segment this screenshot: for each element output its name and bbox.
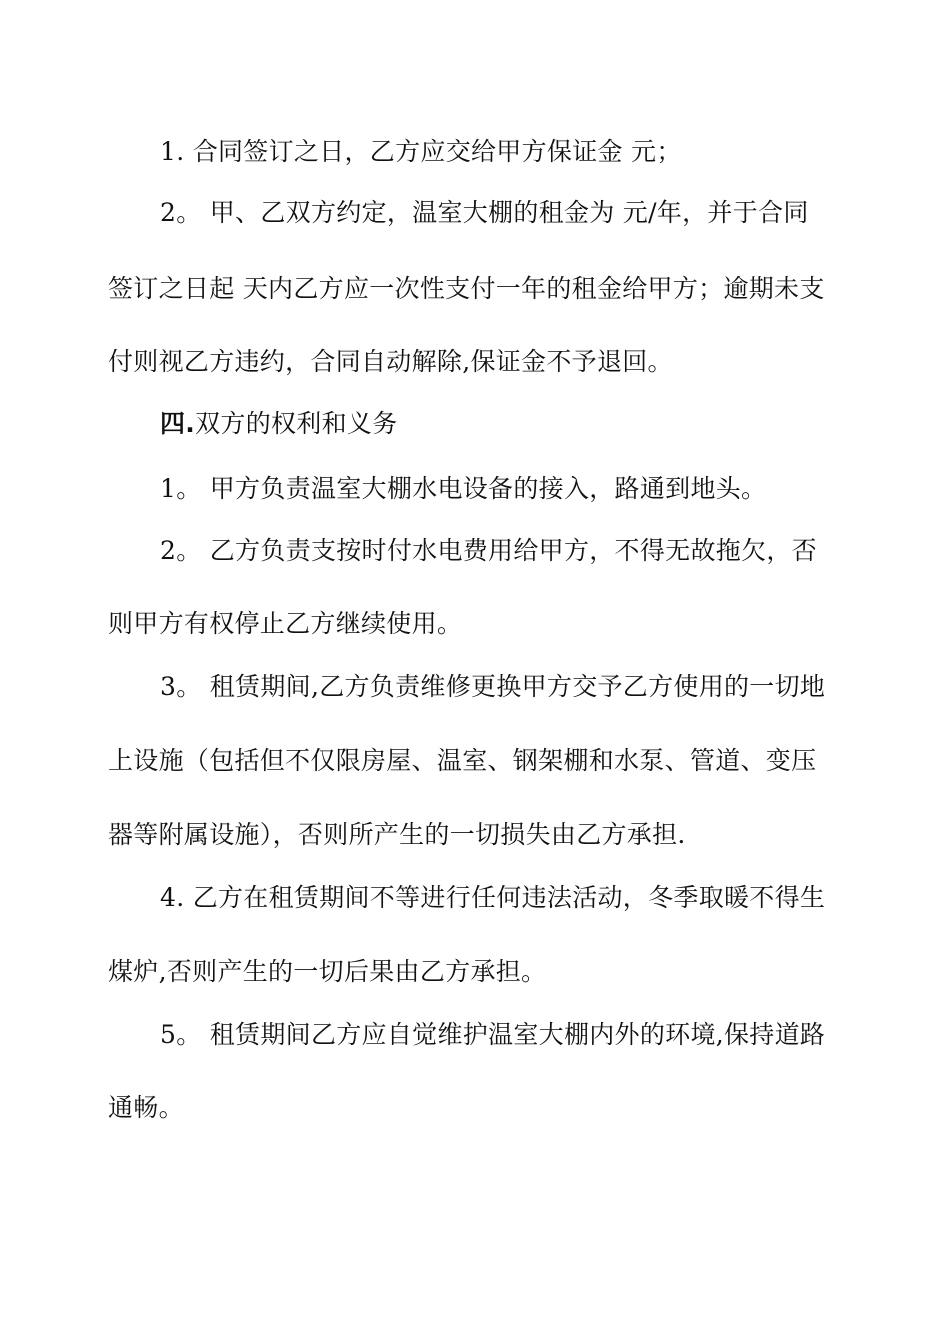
clause-4-3-line-3: 器等附属设施），否则所产生的一切损失由乙方承担. [108,820,686,849]
clause-4-2-line-1: 2。 乙方负责支按时付水电费用给甲方，不得无故拖欠，否 [160,536,817,565]
clause-3-2-line-3: 付则视乙方违约，合同自动解除,保证金不予退回。 [108,347,673,376]
clause-4-2-line-2: 则甲方有权停止乙方继续使用。 [108,609,463,638]
clause-4-4-line-2: 煤炉,否则产生的一切后果由乙方承担。 [108,957,547,986]
clause-3-1: 1. 合同签订之日，乙方应交给甲方保证金 元； [160,137,682,166]
clause-4-4-line-1: 4. 乙方在租赁期间不等进行任何违法活动，冬季取暖不得生 [160,883,826,912]
clause-4-1: 1。 甲方负责温室大棚水电设备的接入，路通到地头。 [160,474,767,503]
clause-4-5-line-1: 5。 租赁期间乙方应自觉维护温室大棚内外的环境,保持道路 [160,1020,826,1049]
section-heading [160,409,890,439]
clause-4-5-line-2: 通畅。 [108,1093,184,1122]
clause-4-3-line-1: 3。 租赁期间,乙方负责维修更换甲方交予乙方使用的一切地 [160,672,826,701]
clause-3-2-line-1: 2。 甲、乙双方约定，温室大棚的租金为 元/年，并于合同 [160,198,809,227]
clause-3-2-line-2: 签订之日起 天内乙方应一次性支付一年的租金给甲方；逾期未支 [108,274,825,303]
section-title: 双方的权利和义务 [195,409,398,438]
clause-4-3-line-2: 上设施（包括但不仅限房屋、温室、钢架棚和水泵、管道、变压 [108,746,817,775]
section-number: 四. [160,409,196,438]
